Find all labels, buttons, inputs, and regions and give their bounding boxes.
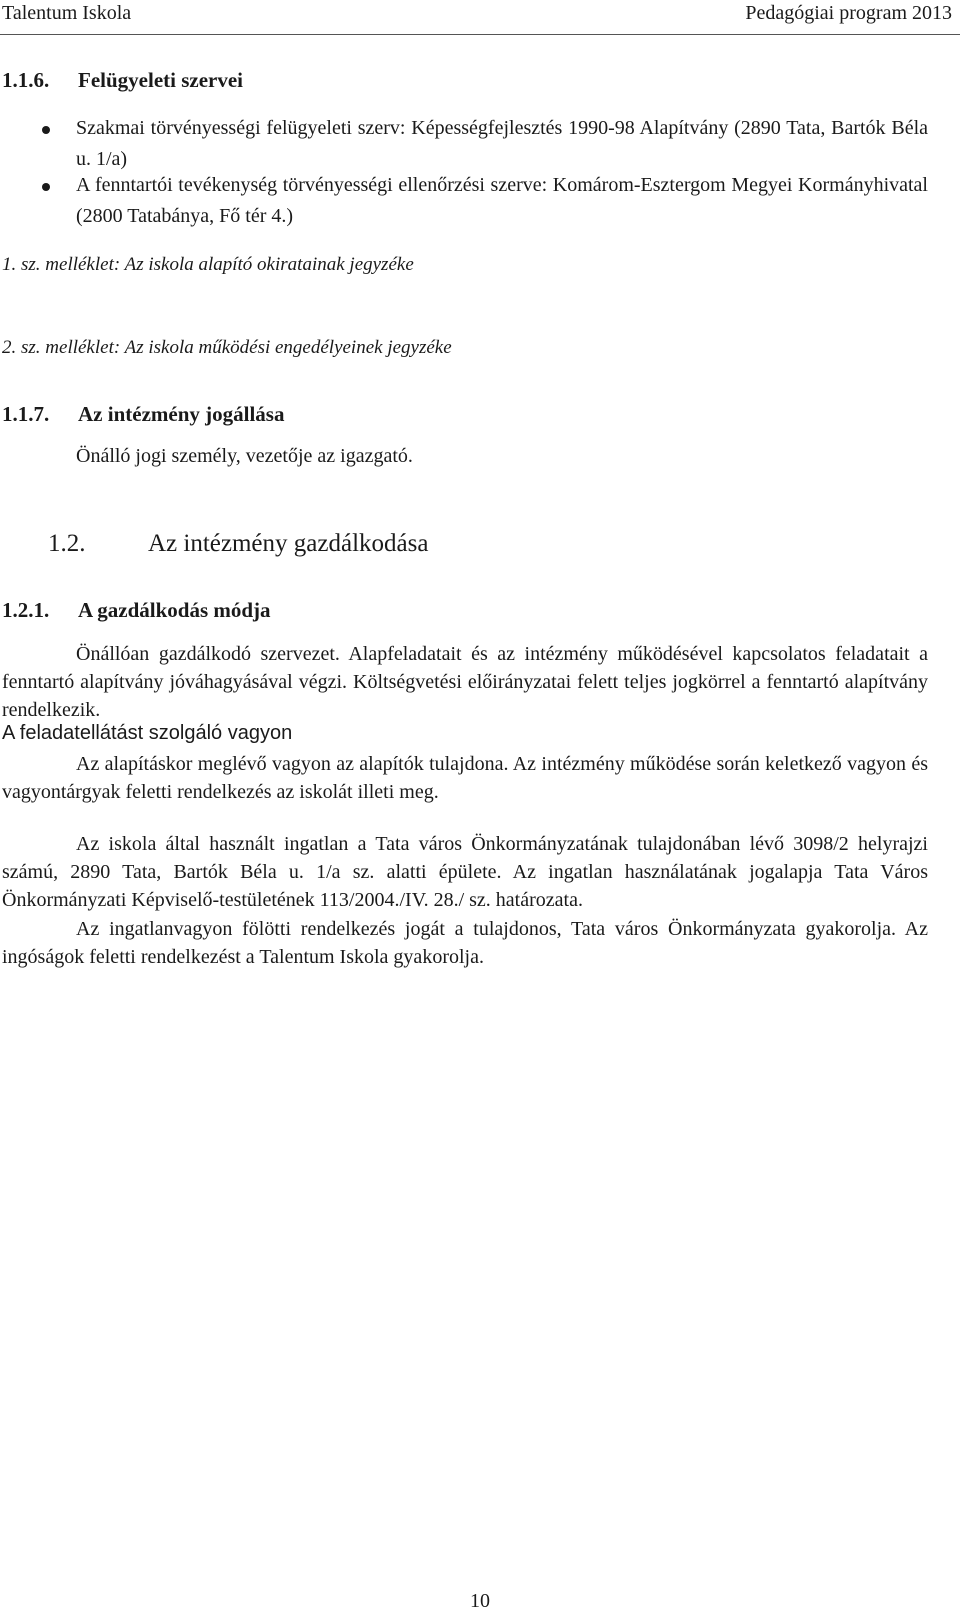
paragraph: Önálló jogi személy, vezetője az igazgató. [76,445,413,467]
header-document-title: Pedagógiai program 2013 [745,2,952,24]
list-item: Szakmai törvényességi felügyeleti szerv: Képességfejlesztés 1990-98 Alapítvány (2890 Tata, Bartók Béla u. 1/a) [76,117,928,170]
bullet-icon [42,126,50,134]
list-item: A fenntartói tevékenység törvényességi ellenőrzési szerve: Komárom-Esztergom Megyei Kormányhivatal (2800 Tatabánya, Fő tér 4.) [76,174,928,227]
paragraph: Az alapításkor meglévő vagyon az alapítók tulajdona. Az intézmény működése során keletkező vagyon és vagyontárgyak feletti rendelkezés az iskolát illeti meg. [2,753,928,803]
section-title: Az intézmény gazdálkodása [148,530,429,557]
bullet-icon [42,183,50,191]
section-number: 1.1.7. [2,402,50,426]
paragraph: Az iskola által használt ingatlan a Tata város Önkormányzatának tulajdonában lévő 3098/2 helyrajzi számú, 2890 Tata, Bartók Béla u. 1/a sz. alatti épülete. Az ingatlan használatának jogalapja Tata Város Önkormányzati Képviselő-testületének 113/2004./IV. 28./ sz. határozata. [2,833,928,911]
section-number: 1.2. [48,530,86,557]
section-heading-1-1-6 [2,68,243,93]
paragraph: Önállóan gazdálkodó szervezet. Alapfeladatait és az intézmény működésével kapcsolatos feladatait a fenntartó alapítvány jóváhagyásával végzi. Költségvetési előirányzatai felett teljes jogkörrel a fenntartó alapítvány rendelkezik. [2,643,928,721]
section-title: A gazdálkodás módja [78,598,271,622]
section-heading-1-2-1 [2,598,271,623]
section-title: Az intézmény jogállása [78,402,285,426]
page-header [0,0,960,35]
page-number: 10 [470,1590,490,1612]
section-heading-1-2 [48,530,428,558]
paragraph: Az ingatlanvagyon fölötti rendelkezés jogát a tulajdonos, Tata város Önkormányzata gyakorolja. Az ingóságok feletti rendelkezést a Talentum Iskola gyakorolja. [2,918,928,968]
section-number: 1.2.1. [2,598,50,622]
annex-reference-2: 2. sz. melléklet: Az iskola működési engedélyeinek jegyzéke [2,337,452,358]
section-title: Felügyeleti szervei [78,68,244,92]
annex-reference-1: 1. sz. melléklet: Az iskola alapító okiratainak jegyzéke [2,254,414,275]
section-heading-1-1-7 [2,402,284,427]
header-school-name: Talentum Iskola [2,2,132,24]
subheading: A feladatellátást szolgáló vagyon [2,722,293,744]
section-number: 1.1.6. [2,68,50,92]
